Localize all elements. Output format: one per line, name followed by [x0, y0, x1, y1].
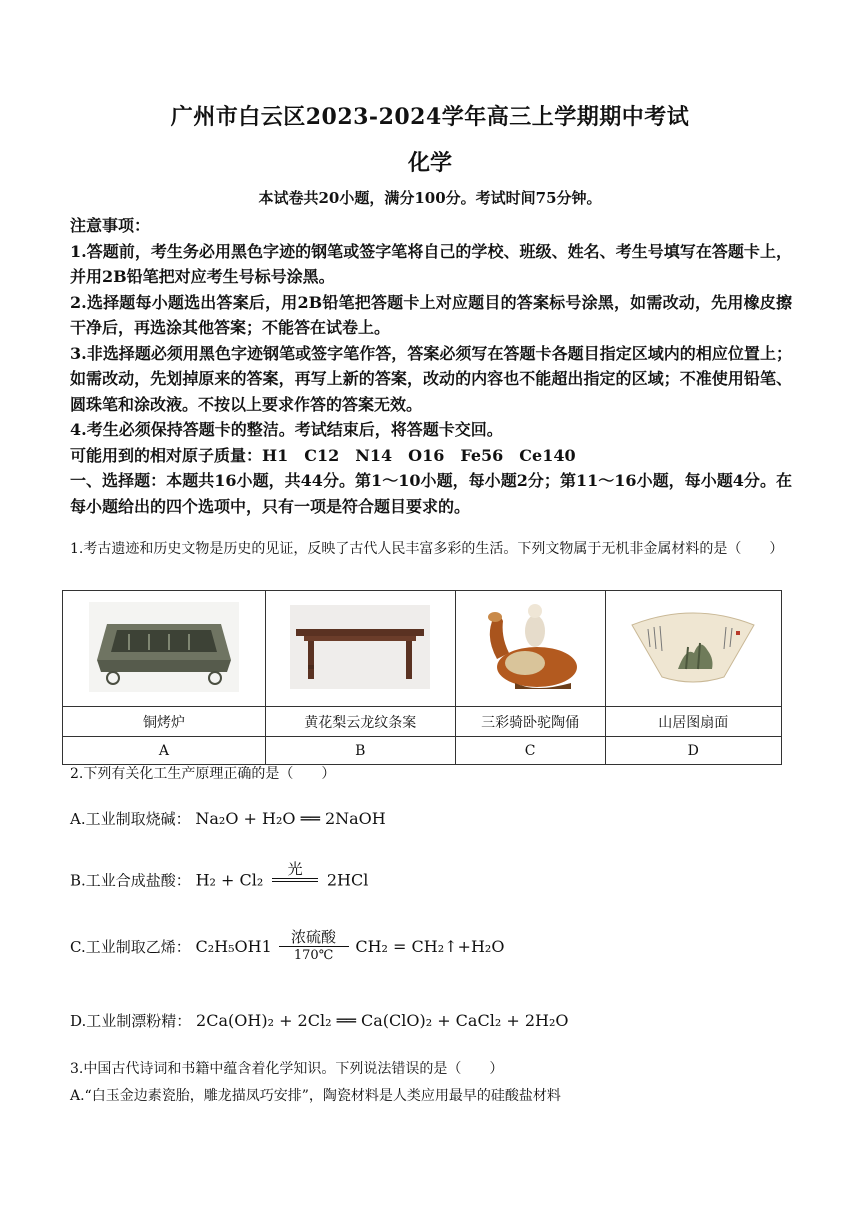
option-a-letter: A — [63, 737, 266, 765]
condition-top: 光 — [287, 860, 303, 878]
equation-right: 2HCl — [326, 870, 369, 890]
atomic-mass-line: 可能用到的相对原子质量：H1 C12 N14 O16 Fe56 Ce140 — [70, 445, 576, 465]
question-2-stem: 2.下列有关化工生产原理正确的是（ ） — [70, 766, 336, 782]
question-3-stem: 3.中国古代诗词和书籍中蕴含着化学知识。下列说法错误的是（ ） — [70, 1061, 504, 1077]
option-b-image-cell — [265, 591, 455, 707]
tricolor-camel-figure-image — [475, 597, 585, 697]
option-b-letter: B — [265, 737, 455, 765]
section-heading: 一、选择题：本题共16小题，共44分。第1～10小题，每小题2分；第11～16小题，每小题4分。在每小题给出的四个选项中，只有一项是符合题目要求的。 — [70, 471, 792, 516]
option-label: D.工业制漂粉精： — [70, 1012, 192, 1030]
rosewood-table-image — [290, 605, 430, 689]
exam-info: 本试卷共20小题，满分100分。考试时间75分钟。 — [258, 189, 602, 207]
option-d-name: 山居图扇面 — [605, 707, 781, 737]
instruction-item: 4.考生必须保持答题卡的整洁。考试结束后，将答题卡交回。 — [70, 420, 503, 439]
question-1-options-table — [62, 590, 782, 765]
mountain-fan-painting-image — [628, 607, 758, 687]
option-a-image-cell — [63, 591, 266, 707]
equation-right: CH₂ = CH₂↑+H₂O — [355, 937, 505, 956]
instruction-item: 2.选择题每小题选出答案后，用2B铅笔把答题卡上对应题目的答案标号涂黑，如需改动，先用橡皮擦干净后，再选涂其他答案；不能答在试卷上。 — [70, 292, 792, 337]
instruction-item: 3.非选择题必须用黑色字迹钢笔或签字笔作答，答案必须写在答题卡各题目指定区域内的相应位置上；如需改动，先划掉原来的答案，再写上新的答案，改动的内容也不能超出指定的区域；不准使用铅笔、圆珠笔和涂改液。不按以上要求作答的答案无效。 — [70, 343, 792, 414]
option-b-name: 黄花梨云龙纹条案 — [265, 707, 455, 737]
equation-left: C₂H₅OH1 — [195, 937, 272, 956]
exam-subject: 化学 — [407, 150, 452, 176]
bronze-stove-image — [89, 602, 239, 692]
question-2-option-a — [70, 808, 386, 829]
chemical-equation: 2Ca(OH)₂ + 2Cl₂ ══ Ca(ClO)₂ + CaCl₂ + 2H₂O — [196, 1011, 569, 1030]
option-d-letter: D — [605, 737, 781, 765]
question-2-option-b — [70, 860, 368, 900]
option-d-image-cell — [605, 591, 781, 707]
question-2-option-c — [70, 928, 504, 965]
instructions-heading: 注意事项： — [70, 216, 151, 235]
chemical-equation: Na₂O + H₂O ══ 2NaOH — [195, 809, 386, 828]
reaction-condition — [272, 860, 318, 900]
option-label: B.工业合成盐酸： — [70, 871, 191, 890]
exam-title: 广州市白云区2023-2024学年高三上学期期中考试 — [170, 104, 690, 130]
option-a-name: 铜烤炉 — [63, 707, 266, 737]
question-2-option-d — [70, 1010, 568, 1031]
instructions — [70, 213, 792, 519]
option-c-letter: C — [455, 737, 605, 765]
option-c-name: 三彩骑卧驼陶俑 — [455, 707, 605, 737]
option-c-image-cell — [455, 591, 605, 707]
equation-left: H₂ + Cl₂ — [195, 870, 264, 890]
option-label: C.工业制取乙烯： — [70, 938, 191, 956]
instruction-item: 1.答题前，考生务必用黑色字迹的钢笔或签字笔将自己的学校、班级、姓名、考生号填写在答题卡上，并用2B铅笔把对应考生号标号涂黑。 — [70, 241, 792, 286]
option-label: A.工业制取烧碱： — [70, 810, 191, 828]
question-1-stem: 1.考古遗迹和历史文物是历史的见证，反映了古代人民丰富多彩的生活。下列文物属于无机非金属材料的是（ ） — [70, 541, 784, 557]
reaction-condition — [279, 928, 349, 965]
question-3-option-a: A.“白玉金边素瓷胎，雕龙描凤巧安排”，陶瓷材料是人类应用最早的硅酸盐材料 — [70, 1088, 561, 1104]
condition-bottom: 170℃ — [293, 948, 334, 963]
condition-top: 浓硫酸 — [291, 928, 337, 946]
